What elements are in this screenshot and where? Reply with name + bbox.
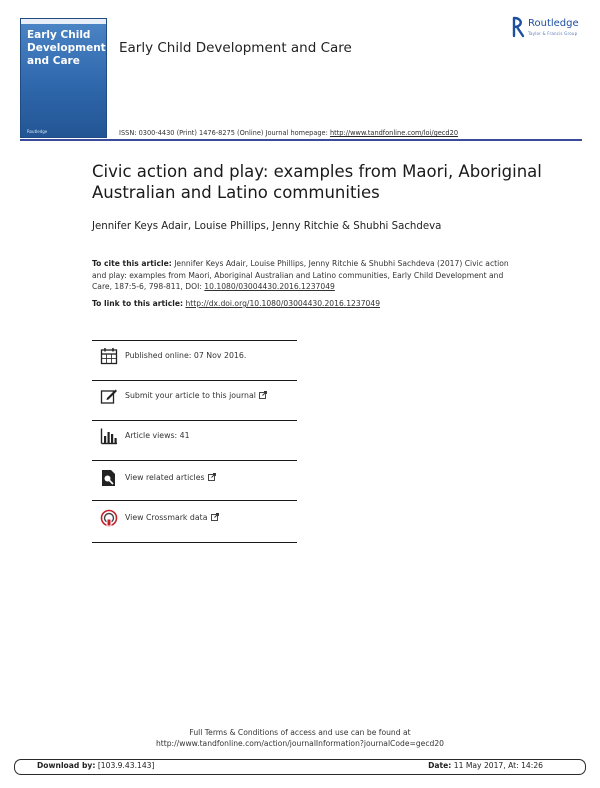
date-label: Date:: [428, 761, 452, 770]
related-articles-label[interactable]: View related articles: [125, 473, 216, 482]
terms-note: [0, 727, 600, 749]
cover-title: Early Child Development and Care: [27, 29, 106, 67]
downloaded-by: [37, 761, 154, 770]
terms-line: Full Terms & Conditions of access and use can be found at: [189, 728, 411, 737]
download-info-bar: [14, 759, 586, 775]
external-link-icon: [211, 513, 219, 521]
info-divider: [92, 500, 297, 501]
publisher-logo: [511, 16, 591, 40]
external-link-icon: [259, 391, 267, 399]
published-online-label: Published online: 07 Nov 2016.: [125, 351, 247, 360]
published-online-item: [92, 344, 297, 372]
calendar-icon: [100, 347, 118, 365]
submit-article-item[interactable]: [92, 384, 297, 412]
article-title: Civic action and play: examples from Maori, Aboriginal Australian and Latino communities: [92, 162, 542, 202]
bar-chart-icon: [100, 427, 118, 445]
cite-label: To cite this article:: [92, 259, 172, 268]
downloaded-by-label: Download by:: [37, 761, 96, 770]
related-articles-item[interactable]: [92, 466, 297, 494]
doi-link[interactable]: 10.1080/03004430.2016.1237049: [204, 282, 335, 291]
crossmark-item[interactable]: [92, 506, 297, 534]
article-authors: Jennifer Keys Adair, Louise Phillips, Jenny Ritchie & Shubhi Sachdeva: [92, 221, 442, 232]
article-url-link[interactable]: http://dx.doi.org/10.1080/03004430.2016.1237049: [185, 299, 381, 308]
date-value: 11 May 2017, At: 14:26: [453, 761, 543, 770]
crossmark-icon: [100, 509, 118, 527]
publisher-logo-tagline: Taylor & Francis Group: [528, 31, 578, 36]
search-document-icon: [100, 469, 118, 487]
cite-text: Jennifer Keys Adair, Louise Phillips, Jenny Ritchie & Shubhi Sachdeva (2017) Civic action and play: examples from Maori, Aboriginal Australian and Latino communities, Early Child Development and Care, 187:5-6, 798-811, DOI:: [92, 259, 509, 291]
cover-top-strip: [21, 19, 106, 24]
publisher-logo-name: Routledge: [528, 18, 579, 29]
info-divider: [92, 542, 297, 543]
issn-line: [119, 129, 458, 137]
citation-block: [92, 258, 522, 293]
journal-homepage-link[interactable]: http://www.tandfonline.com/loi/gecd20: [329, 129, 459, 137]
article-views-label: Article views: 41: [125, 431, 190, 440]
article-views-item: [92, 424, 297, 452]
header-divider: [20, 139, 582, 141]
submit-article-label[interactable]: Submit your article to this journal: [125, 391, 267, 400]
crossmark-label[interactable]: View Crossmark data: [125, 513, 219, 522]
issn-text: ISSN: 0300-4430 (Print) 1476-8275 (Online) Journal homepage:: [119, 129, 328, 137]
link-label: To link to this article:: [92, 299, 184, 308]
link-line: [92, 299, 380, 308]
routledge-r-icon: [511, 16, 525, 38]
info-divider: [92, 340, 297, 341]
info-divider: [92, 420, 297, 421]
cover-publisher: Routledge: [27, 129, 48, 134]
external-link-icon: [208, 473, 216, 481]
download-date: [428, 761, 543, 770]
journal-cover: [20, 18, 107, 138]
info-divider: [92, 380, 297, 381]
journal-name: Early Child Development and Care: [119, 40, 352, 56]
terms-url-link[interactable]: http://www.tandfonline.com/action/journalInformation?journalCode=gecd20: [155, 739, 445, 748]
info-divider: [92, 460, 297, 461]
downloaded-by-value: [103.9.43.143]: [97, 761, 155, 770]
edit-icon: [100, 387, 118, 405]
